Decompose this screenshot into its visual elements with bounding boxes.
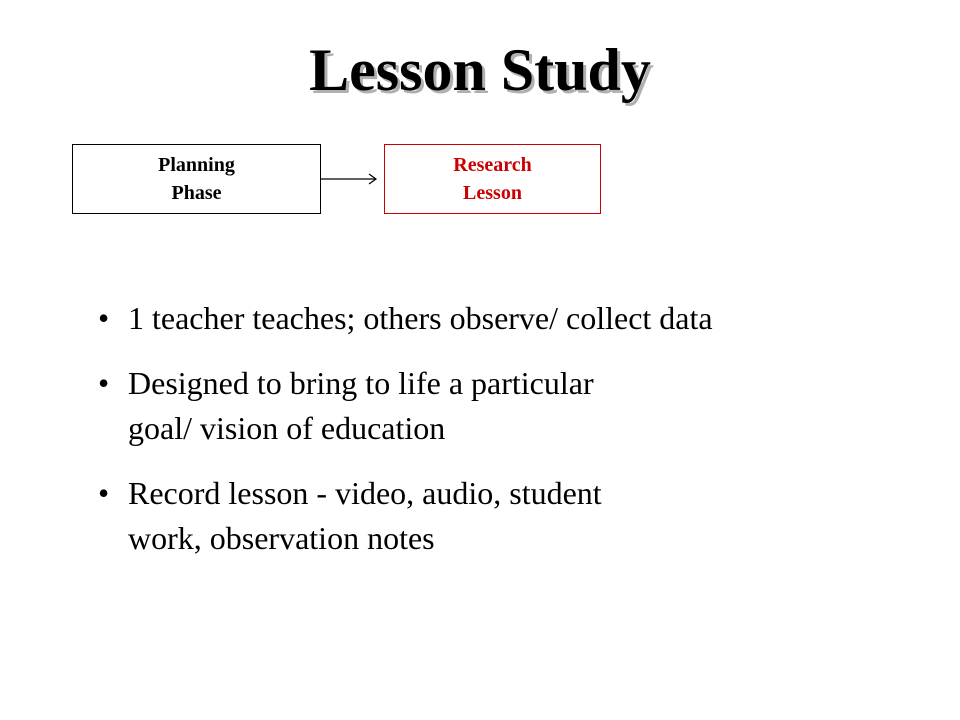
- bullet-text-line: work, observation notes: [128, 520, 435, 556]
- bullet-item: [98, 361, 918, 451]
- bullet-text-line: Record lesson - video, audio, student: [128, 475, 602, 511]
- planning-phase-line-2: Phase: [171, 182, 222, 204]
- research-lesson-line-1: Research: [453, 154, 532, 176]
- bullet-item: [98, 471, 918, 561]
- planning-phase-line-1: Planning: [158, 154, 235, 176]
- slide-title: Lesson Study: [309, 37, 651, 103]
- bullet-text-line: 1 teacher teaches; others observe/ collect data: [128, 300, 713, 336]
- bullet-text-line: goal/ vision of education: [128, 410, 446, 446]
- research-lesson-line-2: Lesson: [463, 182, 522, 204]
- planning-phase-box: [72, 144, 321, 214]
- bullet-dot-icon: •: [98, 475, 110, 511]
- research-lesson-box: [384, 144, 601, 214]
- bullet-item: [98, 296, 918, 341]
- bullet-list: [98, 296, 918, 581]
- bullet-text-line: Designed to bring to life a particular: [128, 365, 594, 401]
- flow-arrow-icon: [321, 169, 384, 189]
- bullet-dot-icon: •: [98, 365, 110, 401]
- bullet-dot-icon: •: [98, 300, 110, 336]
